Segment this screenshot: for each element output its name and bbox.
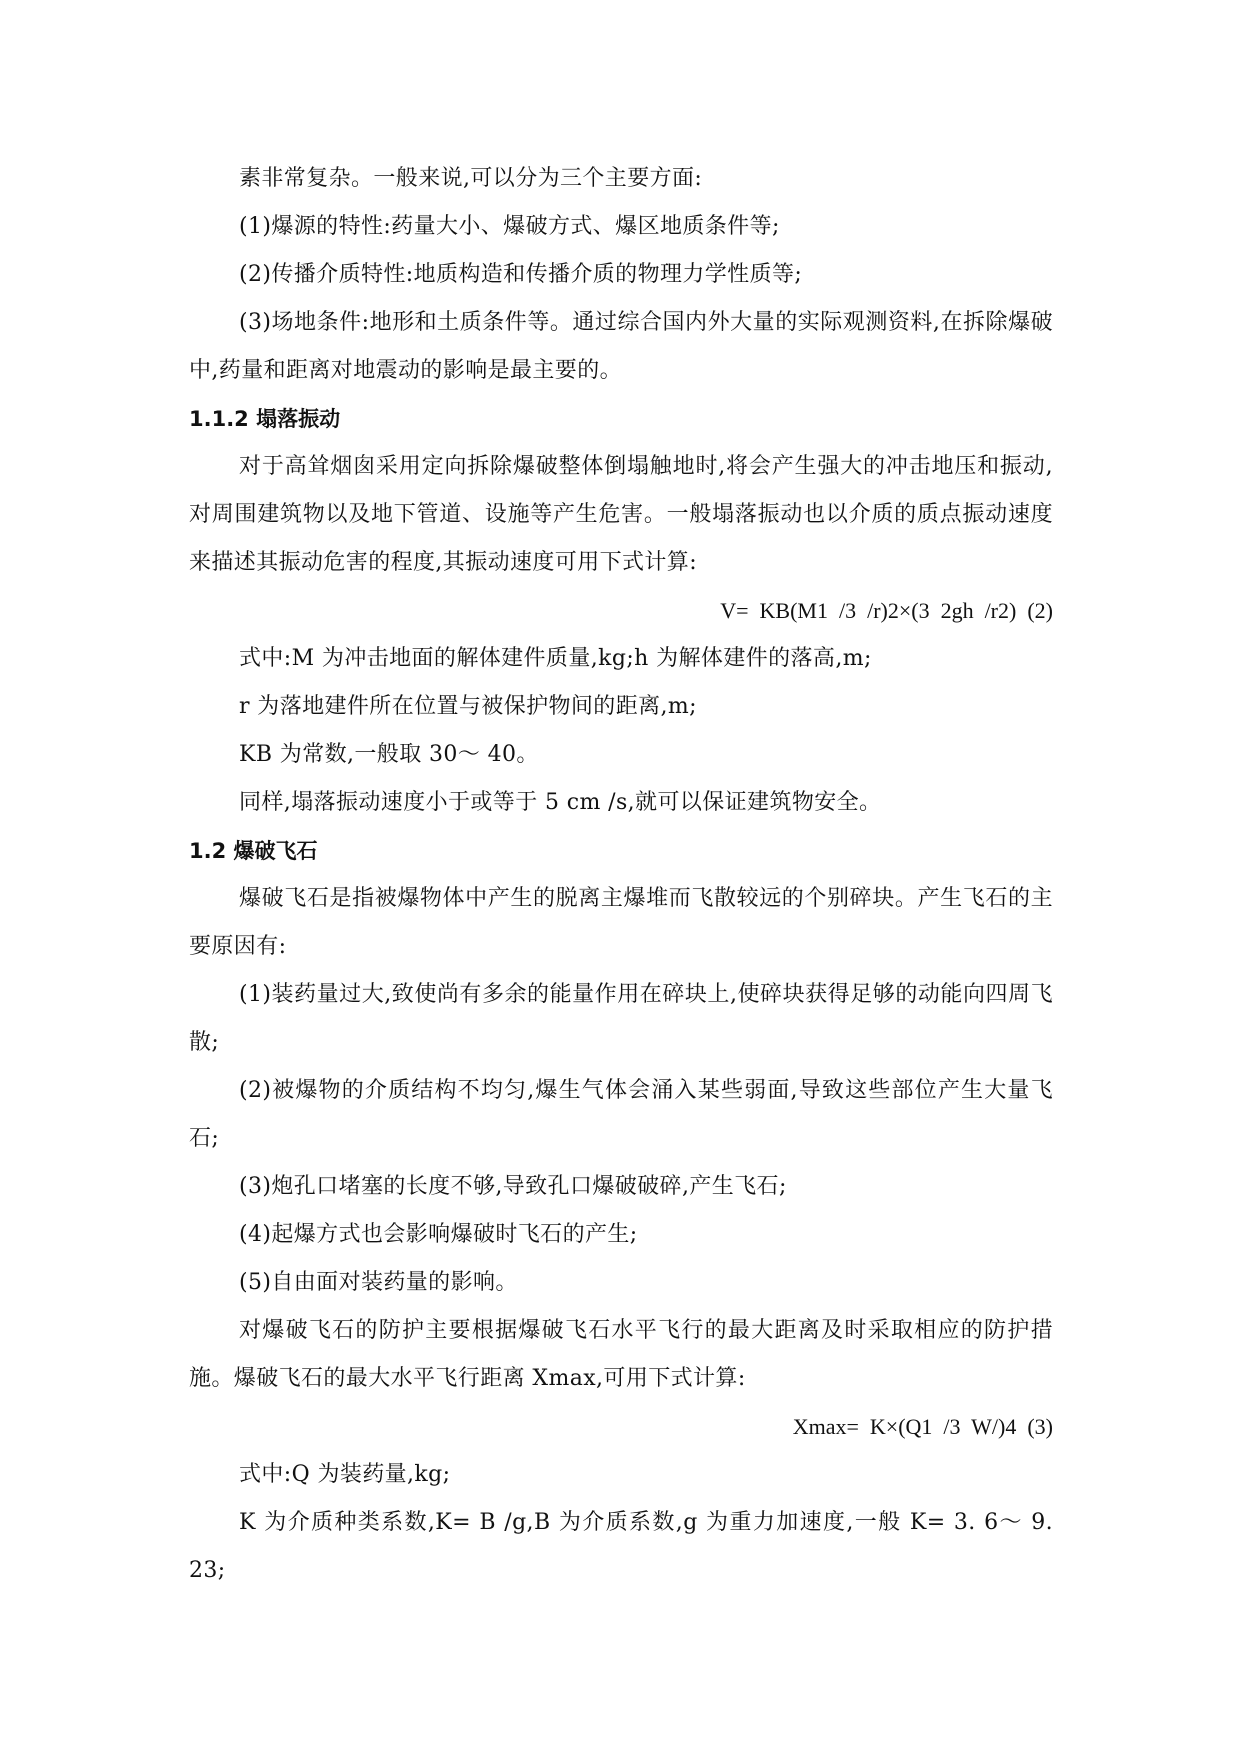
section-heading: 1.2 爆破飞石 (189, 839, 318, 863)
equation: V= KB(M1 /3 /r)2×(3 2gh /r2) (2) (720, 598, 1053, 623)
paragraph: 同样,塌落振动速度小于或等于 5 cm /s,就可以保证建筑物安全。 (239, 790, 882, 815)
paragraph: 爆破飞石是指被爆物体中产生的脱离主爆堆而飞散较远的个别碎块。产生飞石的主要原因有: (189, 886, 1053, 959)
variable-definition: KB 为常数,一般取 30～ 40。 (239, 742, 539, 767)
document-body (189, 155, 1053, 1595)
list-item: (2)传播介质特性:地质构造和传播介质的物理力学性质等; (239, 262, 803, 287)
list-item: (4)起爆方式也会影响爆破时飞石的产生; (239, 1222, 638, 1247)
list-item: (3)场地条件:地形和土质条件等。通过综合国内外大量的实际观测资料,在拆除爆破中,药量和距离对地震动的影响是最主要的。 (189, 310, 1053, 383)
paragraph: 素非常复杂。一般来说,可以分为三个主要方面: (239, 166, 703, 191)
variable-definition: K 为介质种类系数,K= B /g,B 为介质系数,g 为重力加速度,一般 K= 3. 6～ 9. 23; (189, 1510, 1053, 1583)
equation: Xmax= K×(Q1 /3 W/)4 (3) (792, 1414, 1053, 1439)
list-item: (1)爆源的特性:药量大小、爆破方式、爆区地质条件等; (239, 214, 780, 239)
list-item: (3)炮孔口堵塞的长度不够,导致孔口爆破破碎,产生飞石; (239, 1174, 787, 1199)
variable-definition: r 为落地建件所在位置与被保护物间的距离,m; (239, 694, 697, 719)
paragraph: 对爆破飞石的防护主要根据爆破飞石水平飞行的最大距离及时采取相应的防护措施。爆破飞石的最大水平飞行距离 Xmax,可用下式计算: (189, 1318, 1053, 1391)
variable-definition: 式中:Q 为装药量,kg; (239, 1462, 451, 1487)
section-heading: 1.1.2 塌落振动 (189, 407, 341, 431)
list-item: (5)自由面对装药量的影响。 (239, 1270, 518, 1295)
list-item: (1)装药量过大,致使尚有多余的能量作用在碎块上,使碎块获得足够的动能向四周飞散; (189, 982, 1053, 1055)
variable-definition: 式中:M 为冲击地面的解体建件质量,kg;h 为解体建件的落高,m; (239, 646, 872, 671)
paragraph: 对于高耸烟囱采用定向拆除爆破整体倒塌触地时,将会产生强大的冲击地压和振动,对周围建筑物以及地下管道、设施等产生危害。一般塌落振动也以介质的质点振动速度来描述其振动危害的程度,其振动速度可用下式计算: (189, 454, 1053, 575)
list-item: (2)被爆物的介质结构不均匀,爆生气体会涌入某些弱面,导致这些部位产生大量飞石; (189, 1078, 1053, 1151)
